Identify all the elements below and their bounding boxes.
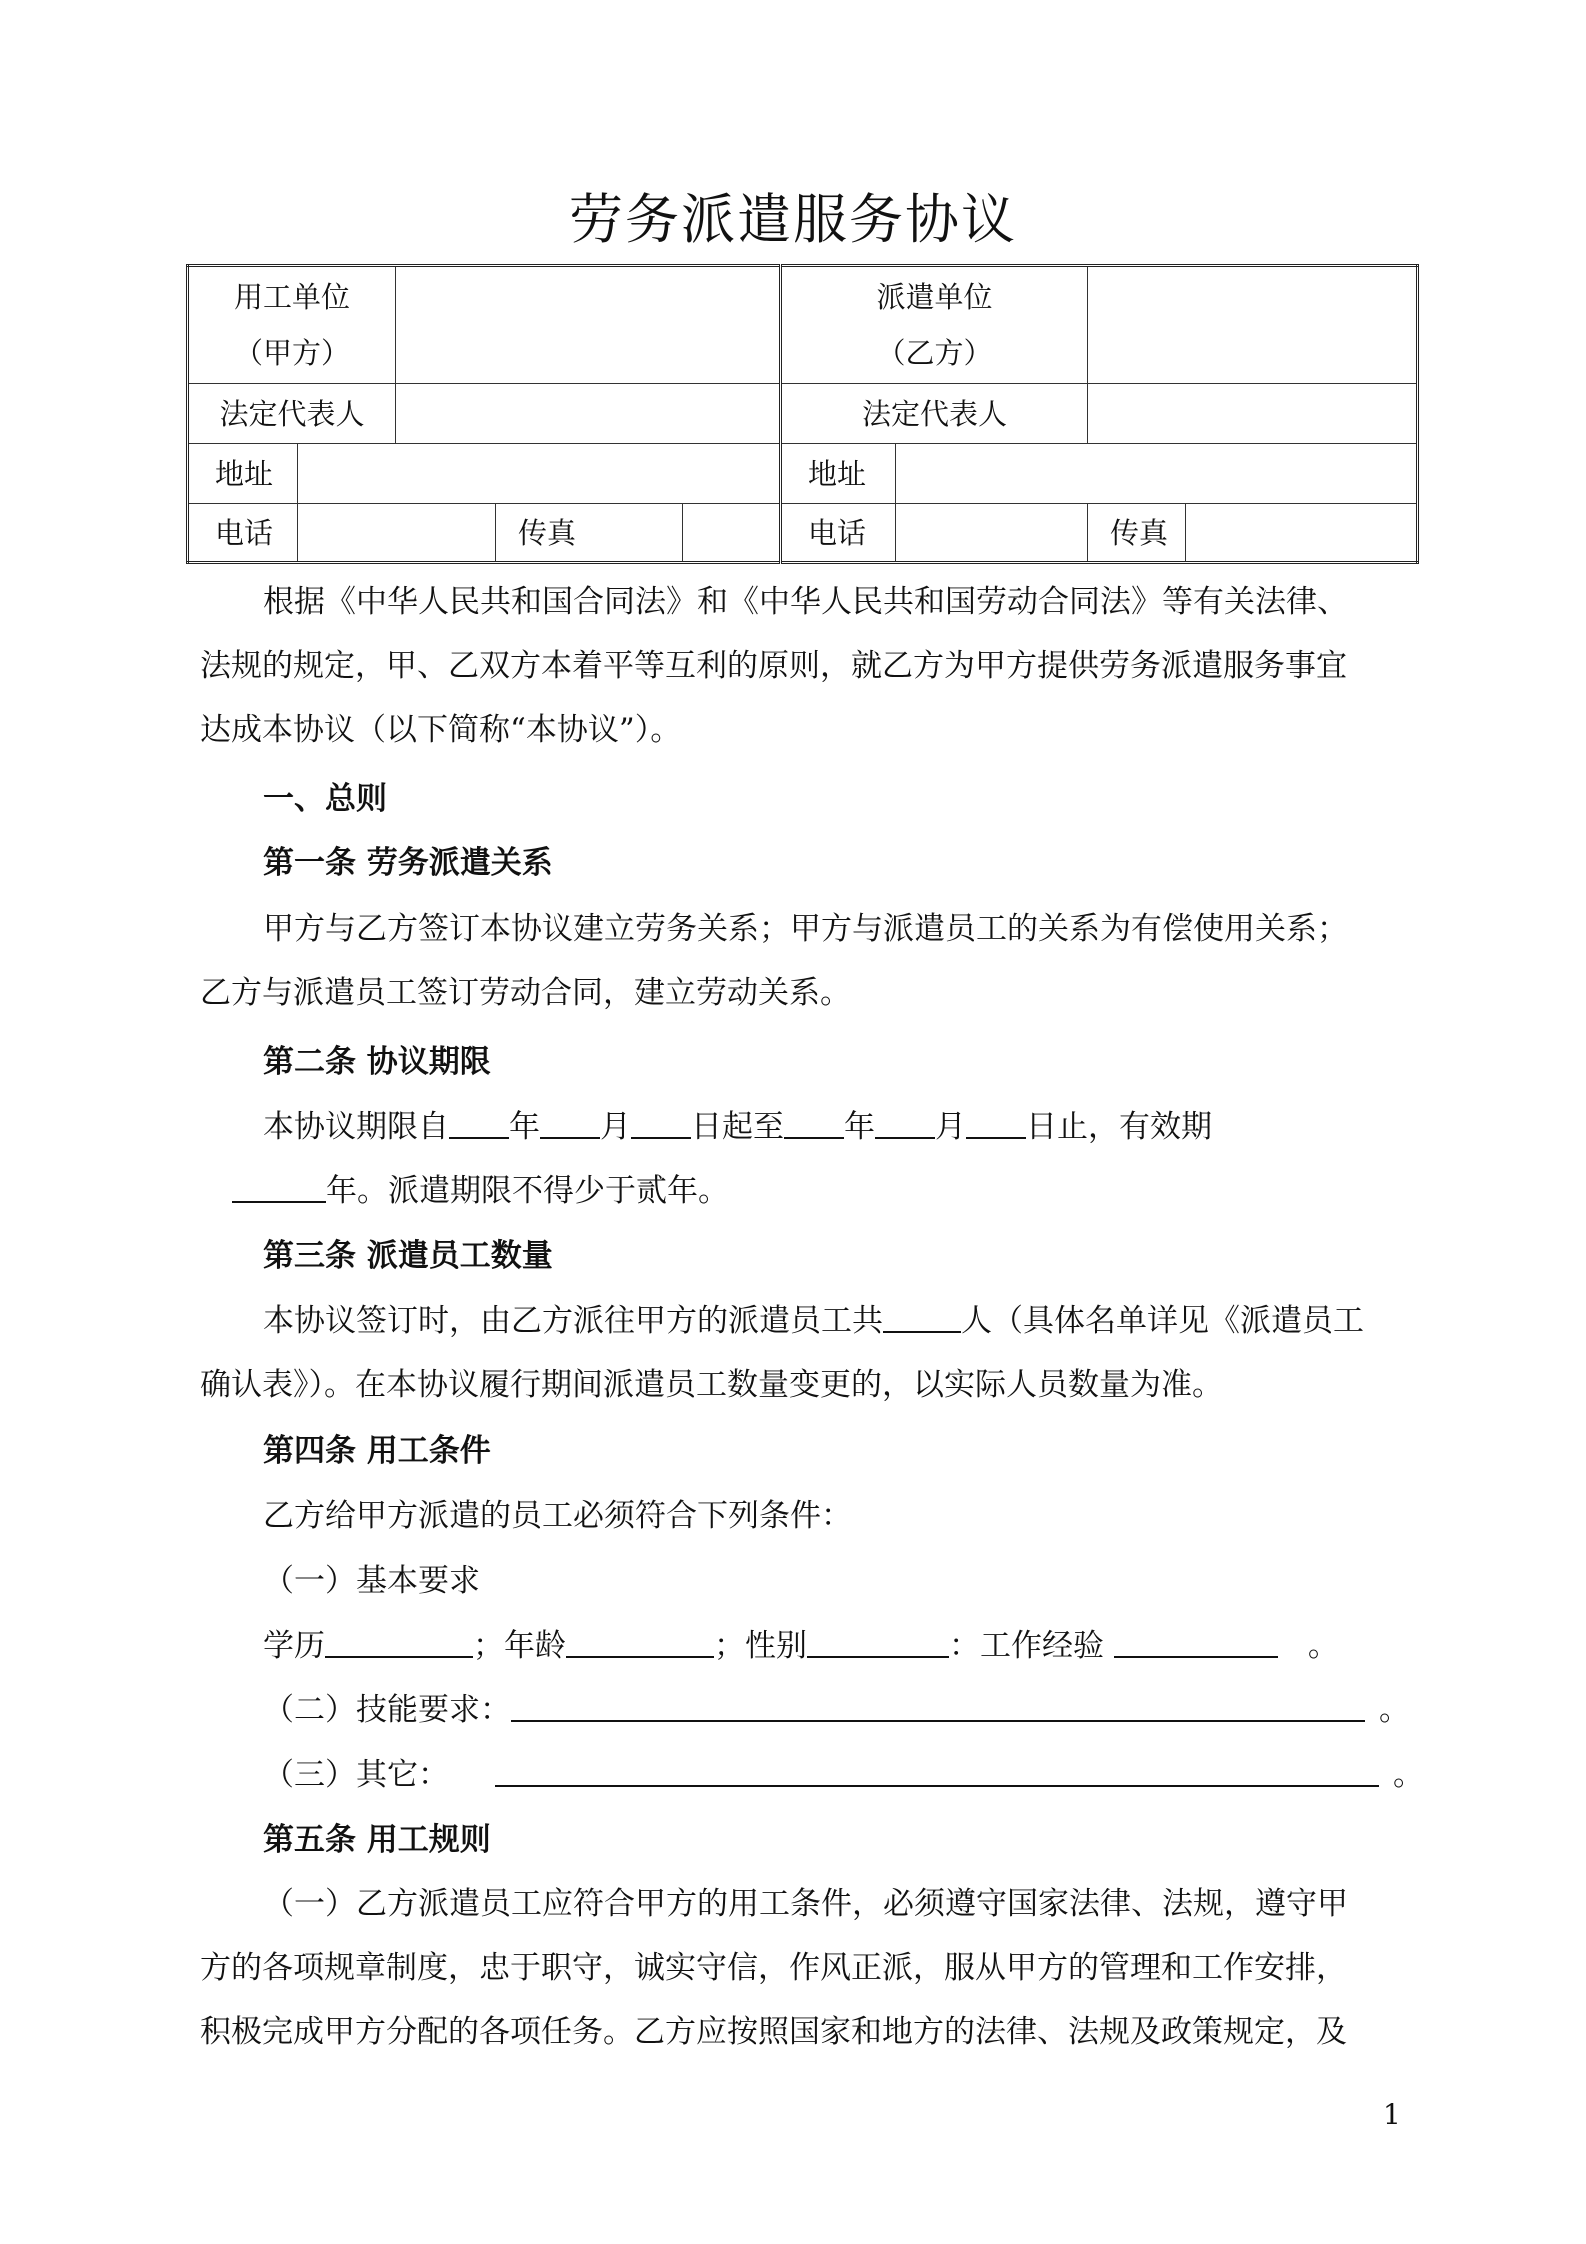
duration-years-blank[interactable] xyxy=(232,1171,326,1203)
article-4-basic-requirements: （一）基本要求 xyxy=(263,1563,480,1599)
article-4-other-line: （三）其它： 。 xyxy=(263,1757,1424,1793)
skills-blank[interactable] xyxy=(511,1690,1365,1722)
employer-fax-label: 传真 xyxy=(496,504,683,563)
article-3-line-2: 确认表》）。在本协议履行期间派遣员工数量变更的，以实际人员数量为准。 xyxy=(200,1367,1223,1403)
employer-party-label: （甲方） xyxy=(234,336,351,370)
dispatcher-address-label: 地址 xyxy=(781,444,896,504)
intro-line-3: 达成本协议（以下简称“本协议”）。 xyxy=(200,712,682,748)
parties-info-table xyxy=(186,264,1419,564)
dispatcher-label-cell xyxy=(781,266,1088,384)
employer-fax-value[interactable] xyxy=(683,504,781,563)
dispatcher-fax-value[interactable] xyxy=(1186,504,1418,563)
article-1-line-2: 乙方与派遣员工签订劳动合同，建立劳动关系。 xyxy=(200,975,851,1011)
dispatcher-phone-value[interactable] xyxy=(896,504,1088,563)
start-day-blank[interactable] xyxy=(631,1107,691,1139)
article-1-line-1: 甲方与乙方签订本协议建立劳务关系；甲方与派遣员工的关系为有偿使用关系； xyxy=(263,911,1348,947)
intro-line-1: 根据《中华人民共和国合同法》和《中华人民共和国劳动合同法》等有关法律、 xyxy=(263,584,1348,620)
page-number: 1 xyxy=(1383,2098,1401,2131)
employer-value-cell[interactable] xyxy=(396,266,781,384)
article-3-heading: 第三条 派遣员工数量 xyxy=(263,1238,553,1274)
article-3-line-1: 本协议签订时，由乙方派往甲方的派遣员工共 人（具体名单详见《派遣员工 xyxy=(263,1303,1364,1339)
document-title: 劳务派遣服务协议 xyxy=(569,188,1017,251)
dispatcher-legal-rep-value[interactable] xyxy=(1088,384,1418,444)
start-month-blank[interactable] xyxy=(540,1107,600,1139)
education-blank[interactable] xyxy=(325,1626,473,1658)
article-4-heading: 第四条 用工条件 xyxy=(263,1433,491,1469)
article-5-line-2: 方的各项规章制度，忠于职守，诚实守信，作风正派，服从甲方的管理和工作安排， xyxy=(200,1950,1347,1986)
start-year-blank[interactable] xyxy=(449,1107,509,1139)
dispatcher-phone-label: 电话 xyxy=(781,504,896,563)
experience-blank[interactable] xyxy=(1114,1626,1278,1658)
dispatcher-party-label: （乙方） xyxy=(876,336,993,370)
employer-address-value[interactable] xyxy=(298,444,781,504)
employee-count-blank[interactable] xyxy=(883,1301,961,1333)
end-year-blank[interactable] xyxy=(784,1107,844,1139)
age-blank[interactable] xyxy=(566,1626,714,1658)
end-month-blank[interactable] xyxy=(875,1107,935,1139)
dispatcher-label: 派遣单位 xyxy=(876,280,993,314)
other-blank[interactable] xyxy=(495,1755,1379,1787)
employer-phone-label: 电话 xyxy=(188,504,298,563)
end-day-blank[interactable] xyxy=(966,1107,1026,1139)
article-5-heading: 第五条 用工规则 xyxy=(263,1822,491,1858)
article-4-skills-line: （二）技能要求： 。 xyxy=(263,1692,1410,1728)
employer-phone-value[interactable] xyxy=(298,504,496,563)
article-5-line-3: 积极完成甲方分配的各项任务。乙方应按照国家和地方的法律、法规及政策规定，及 xyxy=(200,2014,1347,2050)
article-1-heading: 第一条 劳务派遣关系 xyxy=(263,845,553,881)
section-general-heading: 一、总则 xyxy=(263,781,387,817)
dispatcher-address-value[interactable] xyxy=(896,444,1418,504)
article-5-line-1: （一）乙方派遣员工应符合甲方的用工条件，必须遵守国家法律、法规，遵守甲 xyxy=(263,1886,1348,1922)
dispatcher-value-cell[interactable] xyxy=(1088,266,1418,384)
article-2-term-line: 本协议期限自 年 月 日起至 年 月 日止，有效期 xyxy=(263,1109,1212,1145)
employer-legal-rep-label: 法定代表人 xyxy=(188,384,396,444)
employer-label: 用工单位 xyxy=(234,280,351,314)
article-2-duration-line: 年。派遣期限不得少于贰年。 xyxy=(232,1159,1437,1223)
gender-blank[interactable] xyxy=(807,1626,949,1658)
article-4-line-1: 乙方给甲方派遣的员工必须符合下列条件： xyxy=(263,1498,852,1534)
employer-label-cell xyxy=(188,266,396,384)
employer-address-label: 地址 xyxy=(188,444,298,504)
article-4-requirements-line: 学历 ；年龄 ；性别 ：工作经验 。 xyxy=(263,1628,1339,1664)
article-2-heading: 第二条 协议期限 xyxy=(263,1044,491,1080)
dispatcher-fax-label: 传真 xyxy=(1088,504,1186,563)
dispatcher-legal-rep-label: 法定代表人 xyxy=(781,384,1088,444)
employer-legal-rep-value[interactable] xyxy=(396,384,781,444)
intro-line-2: 法规的规定，甲、乙双方本着平等互利的原则，就乙方为甲方提供劳务派遣服务事宜 xyxy=(200,648,1347,684)
